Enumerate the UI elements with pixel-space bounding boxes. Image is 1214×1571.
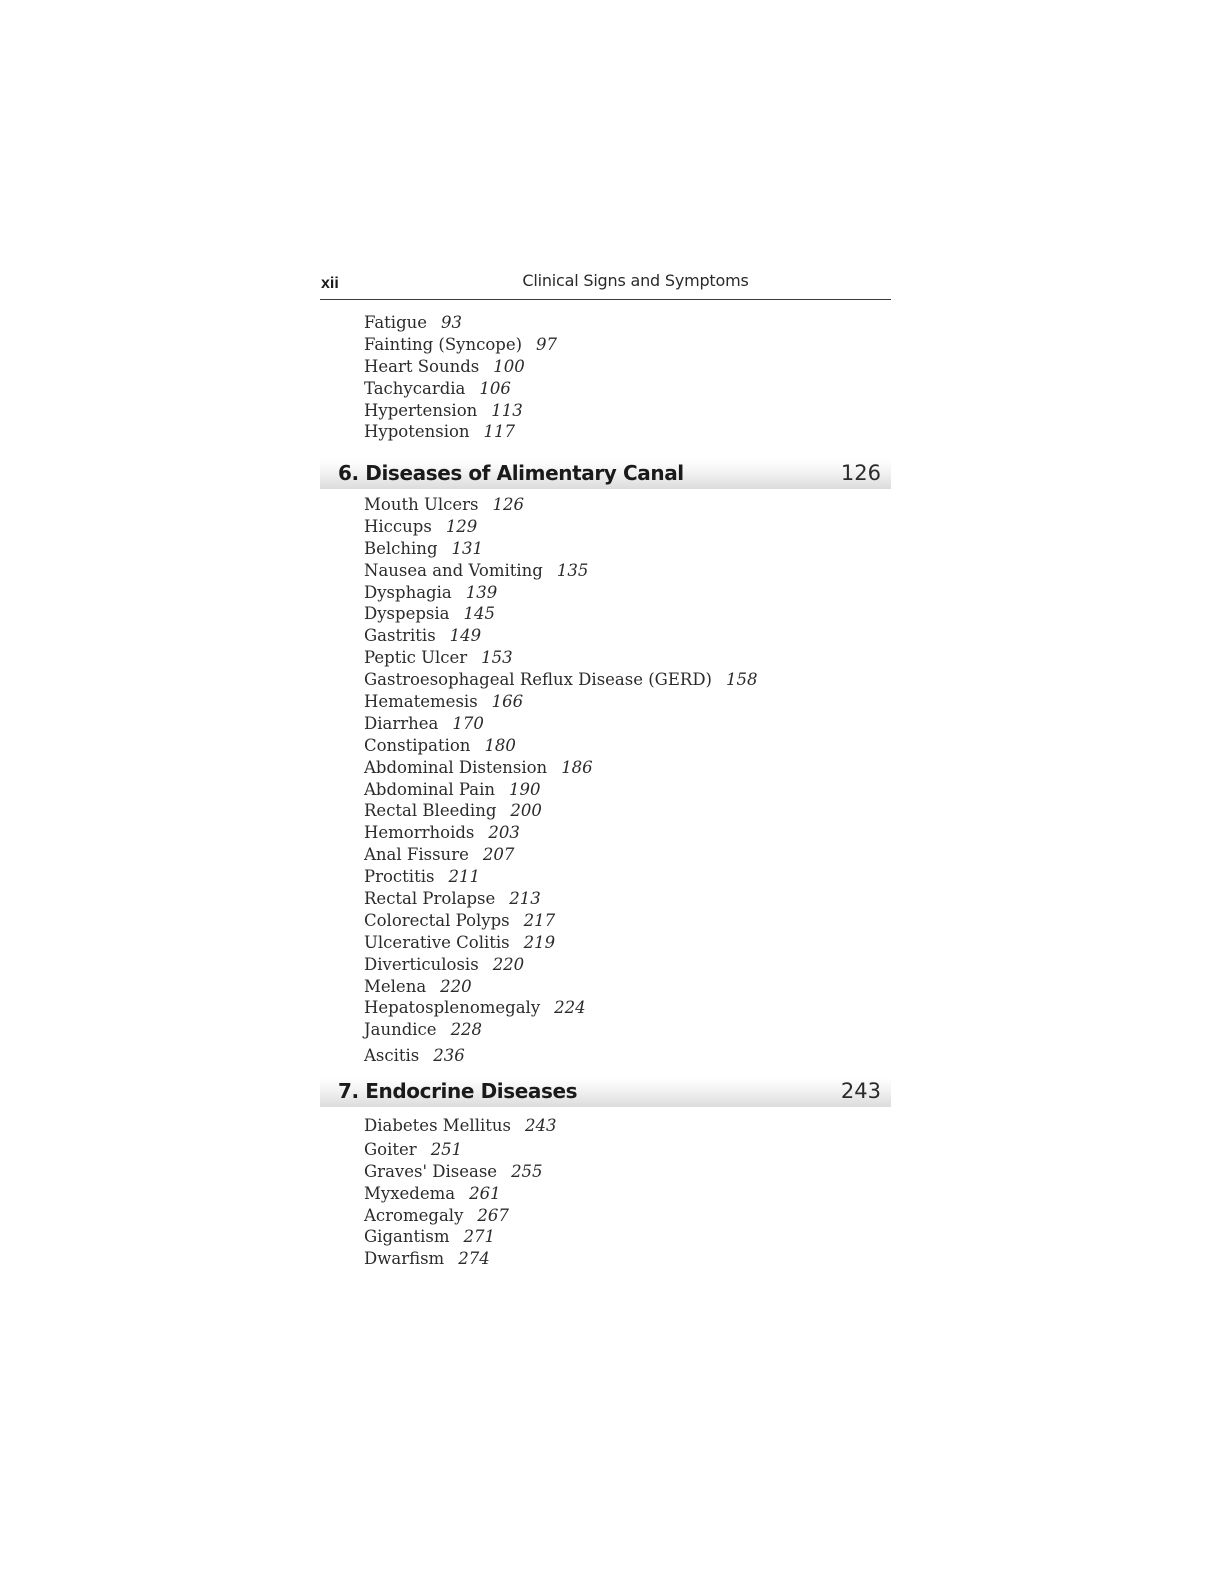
- entry-page: 271: [463, 1227, 496, 1247]
- toc-entry[interactable]: [364, 400, 557, 422]
- entry-page: 217: [523, 910, 556, 930]
- entry-page: 100: [493, 356, 525, 376]
- toc-entry[interactable]: [364, 1248, 557, 1270]
- entry-page: 153: [481, 648, 513, 668]
- toc-entry[interactable]: [364, 844, 758, 866]
- toc-entry[interactable]: [364, 312, 557, 334]
- entry-title: Jaundice: [364, 1020, 437, 1040]
- entry-page: 220: [440, 976, 472, 996]
- entry-page: 139: [465, 582, 498, 602]
- chapter-page: 126: [840, 461, 881, 485]
- chapter-6-entry-list: [364, 494, 758, 1067]
- entry-title: Diabetes Mellitus: [364, 1116, 511, 1135]
- entry-title: Hypotension: [364, 422, 470, 442]
- toc-entry[interactable]: [364, 735, 758, 757]
- entry-page: 267: [477, 1205, 509, 1225]
- entry-page: 211: [448, 867, 480, 887]
- entry-title: Peptic Ulcer: [364, 648, 468, 668]
- entry-title: Ascitis: [364, 1046, 420, 1066]
- toc-entry[interactable]: [364, 1183, 557, 1205]
- entry-title: Dysphagia: [364, 582, 452, 602]
- entry-title: Hepatosplenomegaly: [364, 998, 541, 1018]
- entry-title: Belching: [364, 538, 438, 558]
- entry-title: Rectal Bleeding: [364, 801, 497, 821]
- book-title: Clinical Signs and Symptoms: [522, 271, 749, 290]
- toc-entry[interactable]: [364, 538, 758, 560]
- entry-page: 93: [441, 313, 463, 332]
- entry-title: Gigantism: [364, 1227, 450, 1247]
- entry-page: 213: [509, 889, 541, 909]
- page-folio: xii: [321, 275, 339, 292]
- entry-title: Fatigue: [364, 313, 428, 332]
- entry-page: 243: [525, 1116, 557, 1135]
- entry-page: 126: [492, 495, 525, 514]
- entry-page: 135: [556, 560, 589, 580]
- entry-title: Hematemesis: [364, 692, 478, 712]
- entry-title: Anal Fissure: [364, 845, 469, 865]
- entry-title: Proctitis: [364, 867, 435, 887]
- chapter-heading-7[interactable]: [320, 1077, 891, 1107]
- toc-entry[interactable]: [364, 334, 557, 356]
- entry-page: 274: [458, 1249, 490, 1269]
- toc-entry[interactable]: [364, 866, 758, 888]
- entry-title: Diarrhea: [364, 713, 439, 733]
- toc-entry[interactable]: [364, 1019, 758, 1041]
- toc-entry[interactable]: [364, 560, 758, 582]
- toc-entry[interactable]: [364, 516, 758, 538]
- entry-title: Gastritis: [364, 626, 436, 646]
- entry-page: 255: [511, 1161, 543, 1181]
- entry-title: Abdominal Distension: [364, 757, 548, 777]
- entry-title: Abdominal Pain: [364, 779, 495, 799]
- entry-page: 261: [469, 1183, 501, 1203]
- entry-title: Acromegaly: [364, 1205, 464, 1225]
- continued-entry-list: [364, 312, 557, 443]
- entry-title: Tachycardia: [364, 378, 466, 398]
- running-head: [320, 270, 891, 300]
- entry-title: Dwarfism: [364, 1249, 445, 1269]
- entry-title: Mouth Ulcers: [364, 495, 479, 514]
- toc-entry[interactable]: [364, 800, 758, 822]
- toc-entry[interactable]: [364, 1045, 758, 1067]
- toc-entry[interactable]: [364, 954, 758, 976]
- toc-entry[interactable]: [364, 997, 758, 1019]
- toc-entry[interactable]: [364, 1205, 557, 1227]
- entry-page: 145: [463, 604, 495, 624]
- toc-entry[interactable]: [364, 669, 758, 691]
- entry-title: Graves' Disease: [364, 1161, 498, 1181]
- entry-page: 180: [484, 735, 516, 755]
- toc-entry[interactable]: [364, 713, 758, 735]
- toc-entry[interactable]: [364, 1226, 557, 1248]
- entry-title: Colorectal Polyps: [364, 910, 510, 930]
- entry-page: 207: [482, 845, 515, 865]
- entry-title: Melena: [364, 976, 427, 996]
- entry-page: 97: [536, 334, 558, 354]
- entry-title: Fainting (Syncope): [364, 334, 523, 354]
- chapter-heading-6[interactable]: [320, 459, 891, 489]
- toc-entry[interactable]: [364, 976, 758, 998]
- entry-page: 158: [726, 670, 758, 690]
- entry-page: 166: [491, 692, 524, 712]
- chapter-7-entry-list: [364, 1115, 557, 1270]
- entry-title: Myxedema: [364, 1183, 456, 1203]
- toc-entry[interactable]: [364, 822, 758, 844]
- toc-entry[interactable]: [364, 494, 758, 516]
- entry-page: 219: [523, 932, 556, 952]
- toc-entry[interactable]: [364, 1115, 557, 1137]
- entry-page: 236: [433, 1046, 465, 1066]
- entry-page: 186: [561, 757, 593, 777]
- toc-entry[interactable]: [364, 356, 557, 378]
- entry-title: Diverticulosis: [364, 954, 479, 974]
- entry-title: Constipation: [364, 735, 471, 755]
- entry-page: 106: [479, 378, 511, 398]
- entry-page: 117: [483, 422, 516, 442]
- entry-page: 251: [430, 1139, 463, 1159]
- toc-entry[interactable]: [364, 932, 758, 954]
- entry-page: 224: [554, 998, 586, 1018]
- chapter-page: 243: [840, 1079, 881, 1103]
- entry-page: 113: [491, 400, 523, 420]
- entry-page: 203: [488, 823, 520, 843]
- toc-entry[interactable]: [364, 910, 758, 932]
- entry-page: 228: [450, 1020, 483, 1040]
- toc-entry[interactable]: [364, 888, 758, 910]
- entry-title: Ulcerative Colitis: [364, 932, 510, 952]
- toc-entry[interactable]: [364, 582, 758, 604]
- entry-page: 190: [509, 779, 541, 799]
- entry-title: Gastroesophageal Reflux Disease (GERD): [364, 670, 712, 690]
- entry-page: 149: [449, 626, 482, 646]
- toc-entry[interactable]: [364, 647, 758, 669]
- entry-title: Goiter: [364, 1139, 417, 1159]
- entry-page: 200: [510, 801, 542, 821]
- toc-entry[interactable]: [364, 1161, 557, 1183]
- entry-title: Nausea and Vomiting: [364, 560, 543, 580]
- toc-entry[interactable]: [364, 625, 758, 647]
- entry-page: 220: [492, 954, 525, 974]
- chapter-title: 6. Diseases of Alimentary Canal: [338, 461, 684, 485]
- toc-entry[interactable]: [364, 691, 758, 713]
- toc-entry[interactable]: [364, 757, 758, 779]
- toc-entry[interactable]: [364, 378, 557, 400]
- toc-entry[interactable]: [364, 779, 758, 801]
- toc-entry[interactable]: [364, 603, 758, 625]
- entry-page: 129: [445, 516, 478, 536]
- entry-page: 170: [452, 713, 484, 733]
- entry-title: Dyspepsia: [364, 604, 450, 624]
- entry-title: Hypertension: [364, 400, 478, 420]
- entry-title: Heart Sounds: [364, 356, 480, 376]
- entry-title: Hiccups: [364, 516, 432, 536]
- toc-entry[interactable]: [364, 1139, 557, 1161]
- entry-page: 131: [451, 538, 484, 558]
- entry-title: Hemorrhoids: [364, 823, 475, 843]
- chapter-title: 7. Endocrine Diseases: [338, 1079, 578, 1103]
- toc-entry[interactable]: [364, 421, 557, 443]
- entry-title: Rectal Prolapse: [364, 889, 496, 909]
